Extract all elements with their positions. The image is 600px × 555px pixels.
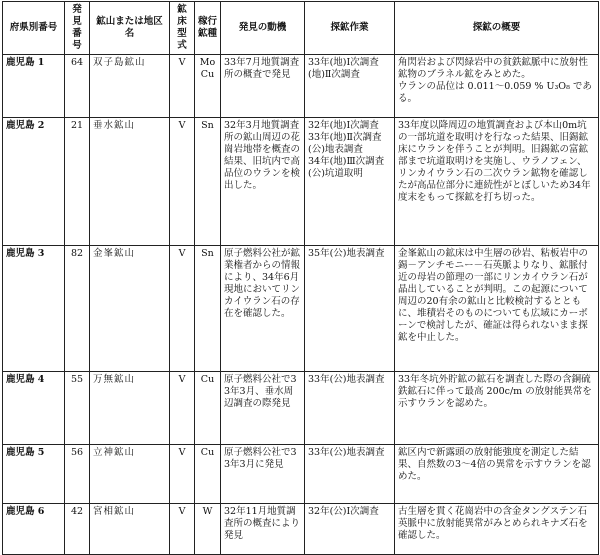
deposit-type-cell: V <box>170 246 195 372</box>
mine-name-cell: 万無鉱山 <box>90 372 170 445</box>
summary-cell: 古生層を貫く花崗岩中の含金タングステン石英脈中に放射能異常がみとめられキナズ石を確認した。 <box>395 504 599 555</box>
header-summary: 探鉱の概要 <box>395 2 599 55</box>
discovery-number-cell: 56 <box>65 445 90 504</box>
discovery-number-cell: 21 <box>65 118 90 246</box>
deposit-type-cell: V <box>170 504 195 555</box>
discovery-number-cell: 64 <box>65 55 90 118</box>
deposit-type-cell: V <box>170 55 195 118</box>
deposit-type-cell: V <box>170 372 195 445</box>
summary-cell: 33年度以降周辺の地質調査および本山0m坑の一部坑道を取明けを行なった結果、旧錫鉱床にウランを伴うことが判明。旧錫鉱の富鉱部まで坑道取明けを実施し、ウラノフェン、リンカイウラン石の二次ウラン鉱物を確認したが高品位部分に連続性がとぼしいため34年度末をもって探鉱を打ち切った。 <box>395 118 599 246</box>
discovery-number-cell: 42 <box>65 504 90 555</box>
header-type: 鉱床型式 <box>170 2 195 55</box>
motive-cell: 原子燃料公社が鉱業権者からの情報により、34年6月現地においてリンカイウラン石の存在を確認した。 <box>221 246 305 372</box>
motive-cell: 32年3月地質調査所の鉱山周辺の花崗岩地帯を概査の結果、旧坑内で高品位のウランを検出した。 <box>221 118 305 246</box>
survey-cell: 32年(公)Ⅰ次調査 <box>305 504 395 555</box>
survey-cell: 33年(公)地表調査 <box>305 445 395 504</box>
motive-cell: 33年7月地質調査所の概査で発見 <box>221 55 305 118</box>
mineral-cell: Sn <box>195 118 221 246</box>
survey-cell: 32年(地)Ⅰ次調査 33年(地)Ⅱ次調査 (公)地表調査 34年(地)Ⅲ次調査 (公)坑道取明 <box>305 118 395 246</box>
header-survey: 探鉱作業 <box>305 2 395 55</box>
survey-cell: 35年(公)地表調査 <box>305 246 395 372</box>
mine-name-cell: 垂水鉱山 <box>90 118 170 246</box>
header-pref: 府県別番号 <box>3 2 65 55</box>
table-row <box>3 445 599 504</box>
pref-cell: 鹿児島 1 <box>3 55 65 118</box>
summary-cell: 33年冬坑外貯鉱の鉱石を調査した際の含銅硫鉄鉱石に伴って最高 200c/m の放射能異常を示すウランを認めた。 <box>395 372 599 445</box>
table-row <box>3 246 599 372</box>
mineral-cell: W <box>195 504 221 555</box>
deposit-type-cell: V <box>170 445 195 504</box>
mineral-cell: Cu <box>195 372 221 445</box>
survey-cell: 33年(地)Ⅰ次調査 (地)Ⅱ次調査 <box>305 55 395 118</box>
header-mine: 鉱山または地区名 <box>90 2 170 55</box>
mineral-cell: Mo Cu <box>195 55 221 118</box>
table-row <box>3 55 599 118</box>
discovery-number-cell: 82 <box>65 246 90 372</box>
mine-name-cell: 双子島鉱山 <box>90 55 170 118</box>
summary-cell: 角閃岩および閃緑岩中の貧鉄鉱脈中に放射性鉱物のブラネル鉱をみとめた。 ウランの品位は 0.011～0.059 % U₃O₈ である。 <box>395 55 599 118</box>
summary-cell: 鉱区内で新露頭の放射能強度を測定した結果、自然数の3～4倍の異常を示すウランを認めた。 <box>395 445 599 504</box>
header-num: 発見番号 <box>65 2 90 55</box>
table-header-row <box>3 2 599 55</box>
table-row <box>3 372 599 445</box>
survey-cell: 33年(公)地表調査 <box>305 372 395 445</box>
pref-cell: 鹿児島 3 <box>3 246 65 372</box>
pref-cell: 鹿児島 4 <box>3 372 65 445</box>
motive-cell: 32年11月地質調査所の概査により発見 <box>221 504 305 555</box>
pref-cell: 鹿児島 6 <box>3 504 65 555</box>
header-motive: 発見の動機 <box>221 2 305 55</box>
mine-name-cell: 宮相鉱山 <box>90 504 170 555</box>
summary-cell: 金峯鉱山の鉱床は中生層の砂岩、粘板岩中の錫－アンチモニー－石英脈よりなり、鉱脈付近の母岩の節理の一部にリンカイウラン石が晶出していることが判明。この起源について周辺の20有余の鉱山と比較検討するとともに、堆積岩そのものについても広域にカーボーンで検討したが、確証は得られないまま探鉱を中止した。 <box>395 246 599 372</box>
pref-cell: 鹿児島 5 <box>3 445 65 504</box>
mineral-cell: Cu <box>195 445 221 504</box>
table-row <box>3 504 599 555</box>
pref-cell: 鹿児島 2 <box>3 118 65 246</box>
motive-cell: 原子燃料公社で33年3月、垂水周辺調査の際発見 <box>221 372 305 445</box>
table-row <box>3 118 599 246</box>
discovery-number-cell: 55 <box>65 372 90 445</box>
motive-cell: 原子燃料公社で33年3月に発見 <box>221 445 305 504</box>
header-mineral: 稼行鉱種 <box>195 2 221 55</box>
mine-survey-table <box>2 1 599 555</box>
mine-name-cell: 金峯鉱山 <box>90 246 170 372</box>
deposit-type-cell: V <box>170 118 195 246</box>
mine-name-cell: 立神鉱山 <box>90 445 170 504</box>
mineral-cell: Sn <box>195 246 221 372</box>
